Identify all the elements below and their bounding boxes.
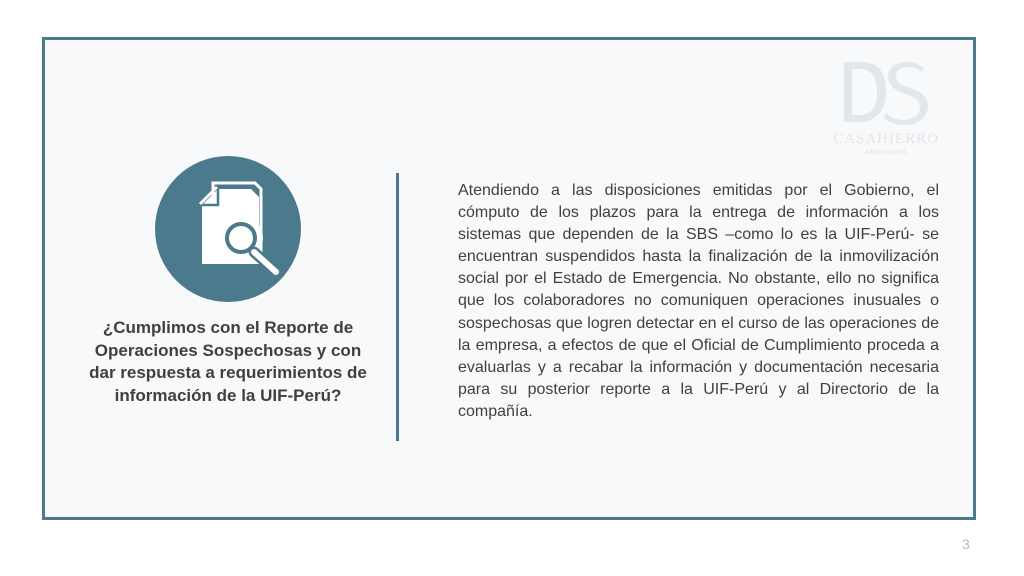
- vertical-divider: [396, 173, 399, 441]
- body-paragraph: Atendiendo a las disposiciones emitidas por el Gobierno, el cómputo de los plazos para la entrega de información a los sistemas que dependen de la SBS –como lo es la UIF-Perú- se encuentran suspendidos hasta la finalización de la inmovilización social por el Estado de Emergencia. No obstante, ello no significa que los colaboradores no comuniquen operaciones inusuales o sospechosas que logren detectar en el curso de las operaciones de la empresa, a efectos de que el Oficial de Cumplimiento proceda a evaluarlas y a recabar la información y documentación necesaria para su posterior reporte a la UIF-Perú y al Directorio de la compañía.: [458, 182, 939, 420]
- document-search-icon: [155, 156, 301, 302]
- casahierro-logo: [826, 58, 946, 158]
- ds-monogram-icon: [840, 58, 932, 128]
- logo-subtitle: ABOGADOS: [864, 150, 908, 156]
- question-heading: ¿Cumplimos con el Reporte de Operaciones Sospechosas y con dar respuesta a requerimientos de información de la UIF-Perú?: [89, 318, 367, 405]
- page-number: 3: [962, 536, 970, 552]
- logo-name: CASAHIERRO: [833, 131, 939, 147]
